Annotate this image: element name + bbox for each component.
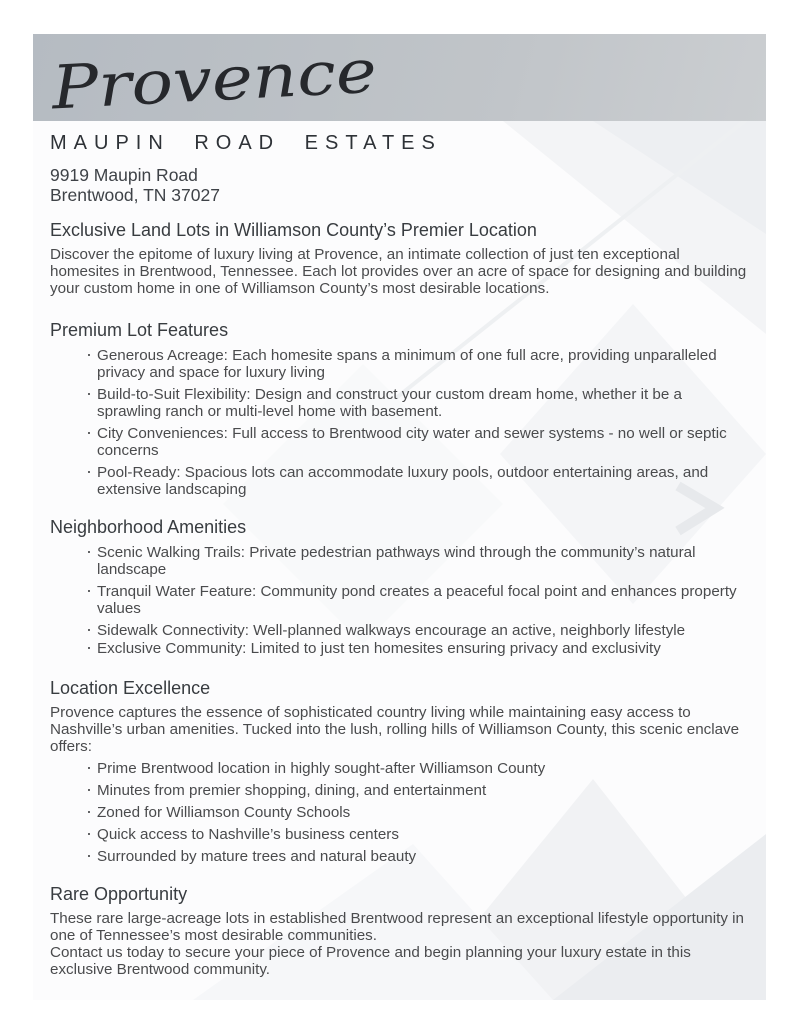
list-item: · Minutes from premier shopping, dining, and entertainment	[97, 782, 750, 799]
location-heading: Location Excellence	[50, 678, 211, 698]
premium-heading: Premium Lot Features	[50, 320, 229, 340]
list-item: · Quick access to Nashville’s business centers	[97, 826, 750, 843]
masthead-title: MAUPIN ROAD ESTATES	[50, 132, 442, 154]
brand-script-logo	[43, 38, 423, 138]
location-bullet-list	[50, 760, 750, 865]
list-item: · Pool-Ready: Spacious lots can accommodate luxury pools, outdoor entertaining areas, and extensive landscaping	[97, 464, 750, 498]
list-item: · Exclusive Community: Limited to just ten homesites ensuring privacy and exclusivity	[97, 640, 750, 657]
list-item: · City Conveniences: Full access to Brentwood city water and sewer systems - no well or septic concerns	[97, 425, 750, 459]
list-item: · Surrounded by mature trees and natural beauty	[97, 848, 750, 865]
list-item: · Zoned for Williamson County Schools	[97, 804, 750, 821]
opportunity-paragraph-1: These rare large-acreage lots in established Brentwood represent an exceptional lifestyle opportunity in one of Tennessee’s most desirable communities.	[50, 910, 744, 944]
property-address	[50, 165, 750, 205]
brand-name-text: Provence	[50, 38, 336, 124]
premium-bullet-list	[50, 347, 750, 498]
section-intro	[50, 219, 750, 297]
location-paragraph: Provence captures the essence of sophisticated country living while maintaining easy access to Nashville’s urban amenities. Tucked into the lush, rolling hills of Williamson County, this scenic enclave offers:	[50, 704, 740, 755]
list-item: · Generous Acreage: Each homesite spans a minimum of one full acre, providing unparalleled privacy and space for luxury living	[97, 347, 750, 381]
list-item: · Tranquil Water Feature: Community pond creates a peaceful focal point and enhances property values	[97, 583, 750, 617]
opportunity-heading: Rare Opportunity	[50, 884, 188, 904]
brand-banner	[33, 34, 766, 124]
list-item: · Sidewalk Connectivity: Well-planned walkways encourage an active, neighborly lifestyle	[97, 622, 750, 639]
amenities-bullet-list	[50, 544, 750, 657]
amenities-heading: Neighborhood Amenities	[50, 517, 247, 537]
section-rare-opportunity	[50, 883, 750, 978]
section-location-excellence	[50, 677, 750, 865]
address-line-1: 9919 Maupin Road	[50, 165, 198, 185]
document-page	[33, 34, 766, 1000]
address-line-2: Brentwood, TN 37027	[50, 185, 220, 205]
list-item: · Build-to-Suit Flexibility: Design and construct your custom dream home, whether it be a sprawling ranch or multi-level home with basement.	[97, 386, 750, 420]
section-neighborhood-amenities	[50, 516, 750, 657]
flyer-content	[33, 34, 766, 978]
section-premium-lot-features	[50, 319, 750, 498]
list-item: · Prime Brentwood location in highly sought-after Williamson County	[97, 760, 750, 777]
opportunity-paragraph-2: Contact us today to secure your piece of Provence and begin planning your luxury estate in this exclusive Brentwood community.	[50, 944, 691, 978]
intro-heading: Exclusive Land Lots in Williamson County’s Premier Location	[50, 220, 537, 240]
intro-paragraph: Discover the epitome of luxury living at Provence, an intimate collection of just ten exceptional homesites in Brentwood, Tennessee. Each lot provides over an acre of space for designing and building your custom home in one of Williamson County’s most desirable locations.	[50, 246, 747, 297]
list-item: · Scenic Walking Trails: Private pedestrian pathways wind through the community’s natural landscape	[97, 544, 750, 578]
